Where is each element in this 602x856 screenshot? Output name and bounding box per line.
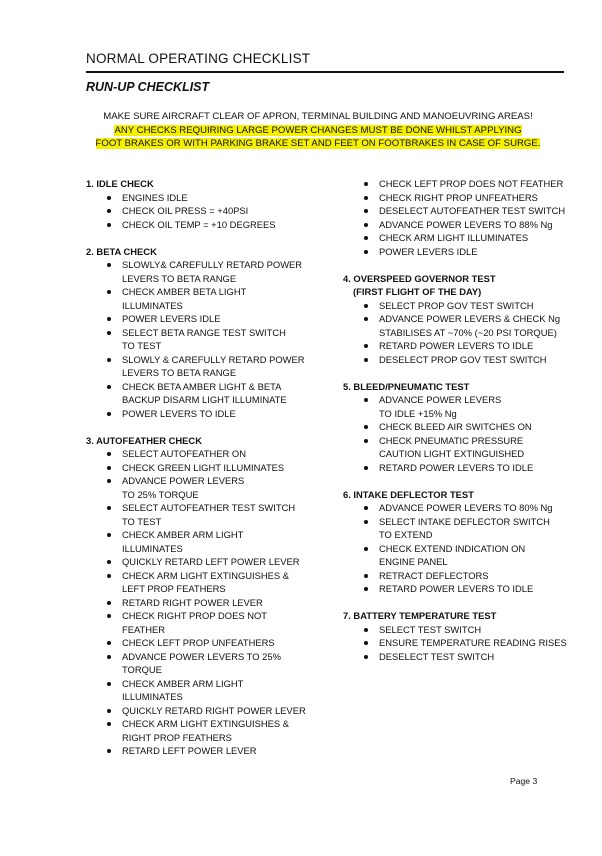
checklist-item bbox=[86, 353, 324, 380]
checklist-item-text: ADVANCE POWER LEVERS & CHECK Ng STABILISES AT ~70% (~20 PSI TORQUE) bbox=[379, 313, 561, 338]
checklist-item-text: CHECK RIGHT PROP DOES NOT FEATHER bbox=[122, 610, 267, 635]
checklist-item-text: ADVANCE POWER LEVERS TO 25% TORQUE bbox=[122, 475, 245, 500]
checklist-items bbox=[86, 258, 324, 420]
checklist-item-text: ADVANCE POWER LEVERS TO 80% Ng bbox=[379, 502, 553, 513]
checklist-item-text: CHECK LEFT PROP DOES NOT FEATHER bbox=[379, 178, 564, 189]
section-idle-check bbox=[86, 177, 324, 231]
checklist-item bbox=[86, 258, 324, 285]
checklist-item-text: CHECK LEFT PROP UNFEATHERS bbox=[122, 637, 275, 648]
checklist-item bbox=[343, 245, 568, 259]
checklist-item-text: ADVANCE POWER LEVERS TO IDLE +15% Ng bbox=[379, 394, 502, 419]
checklist-item-text: ENSURE TEMPERATURE READING RISES bbox=[379, 637, 567, 648]
section-title: 3. AUTOFEATHER CHECK bbox=[86, 434, 202, 446]
checklist-item-text: CHECK ARM LIGHT ILLUMINATES bbox=[379, 232, 529, 243]
section-title: 1. IDLE CHECK bbox=[86, 178, 154, 189]
page-number: Page 3 bbox=[510, 776, 538, 786]
checklist-item-text: CHECK EXTEND INDICATION ON ENGINE PANEL bbox=[379, 542, 526, 567]
checklist-item bbox=[86, 285, 324, 312]
checklist-item bbox=[343, 434, 568, 461]
checklist-item bbox=[343, 299, 568, 313]
checklist-item-text: SELECT INTAKE DEFLECTOR SWITCH TO EXTEND bbox=[379, 515, 550, 540]
left-column bbox=[86, 177, 324, 771]
checklist-item bbox=[86, 312, 324, 326]
checklist-item-text: SELECT AUTOFEATHER ON bbox=[122, 448, 246, 459]
checklist-item-text: ADVANCE POWER LEVERS TO 25% TORQUE bbox=[122, 650, 281, 675]
checklist-item-text: POWER LEVERS IDLE bbox=[379, 245, 478, 257]
checklist-item-text: SELECT BETA RANGE TEST SWITCH TO TEST bbox=[122, 326, 286, 351]
checklist-item-text: RETARD POWER LEVERS TO IDLE bbox=[379, 583, 534, 594]
checklist-item bbox=[86, 569, 324, 596]
checklist-item-text: ADVANCE POWER LEVERS TO 88% Ng bbox=[379, 218, 553, 230]
checklist-items bbox=[343, 177, 568, 258]
checklist-item-text: DESELECT PROP GOV TEST SWITCH bbox=[379, 353, 547, 365]
section-bleed-pneumatic-test bbox=[343, 380, 568, 475]
checklist-item-text: QUICKLY RETARD RIGHT POWER LEVER bbox=[122, 704, 306, 716]
checklist-item bbox=[343, 636, 568, 650]
checklist-item bbox=[343, 461, 568, 475]
checklist-item-text: RETARD RIGHT POWER LEVER bbox=[122, 596, 263, 608]
checklist-item-text: CHECK ARM LIGHT EXTINGUISHES & RIGHT PROP FEATHERS bbox=[122, 718, 290, 743]
checklist-item bbox=[86, 717, 324, 744]
right-column bbox=[343, 177, 568, 677]
checklist-item bbox=[343, 582, 568, 596]
checklist-item bbox=[86, 596, 324, 610]
checklist-item-text: CHECK PNEUMATIC PRESSURE CAUTION LIGHT EXTINGUISHED bbox=[379, 434, 525, 459]
checklist-item bbox=[343, 231, 568, 245]
checklist-item-text: RETARD POWER LEVERS TO IDLE bbox=[379, 461, 534, 473]
checklist-item bbox=[86, 191, 324, 205]
notice-line-1: MAKE SURE AIRCRAFT CLEAR OF APRON, TERMINAL BUILDING AND MANOEUVRING AREAS! bbox=[103, 111, 533, 122]
checklist-items bbox=[343, 299, 568, 367]
section-autofeather-continued bbox=[343, 177, 568, 258]
checklist-item bbox=[86, 461, 324, 475]
checklist-item bbox=[343, 623, 568, 637]
safety-notice bbox=[86, 110, 550, 151]
section-title: 2. BETA CHECK bbox=[86, 245, 157, 257]
checklist-subtitle: RUN-UP CHECKLIST bbox=[86, 80, 210, 94]
checklist-item bbox=[86, 501, 324, 528]
checklist-item bbox=[86, 555, 324, 569]
checklist-item-text: CHECK AMBER BETA LIGHT ILLUMINATES bbox=[122, 286, 247, 311]
checklist-item-text: CHECK RIGHT PROP UNFEATHERS bbox=[379, 191, 538, 203]
checklist-item-text: RETRACT DEFLECTORS bbox=[379, 569, 489, 581]
checklist-item-text: SLOWLY& CAREFULLY RETARD POWER LEVERS TO BETA RANGE bbox=[122, 259, 303, 284]
section-title: 4. OVERSPEED GOVERNOR TEST bbox=[343, 272, 496, 284]
checklist-item-text: CHECK BLEED AIR SWITCHES ON bbox=[379, 421, 532, 432]
document-title: NORMAL OPERATING CHECKLIST bbox=[86, 51, 311, 66]
notice-line-2-highlighted: ANY CHECKS REQUIRING LARGE POWER CHANGES MUST BE DONE WHILST APPLYING bbox=[114, 124, 522, 136]
section-title: 5. BLEED/PNEUMATIC TEST bbox=[343, 380, 470, 392]
checklist-item bbox=[86, 704, 324, 718]
checklist-item bbox=[343, 177, 568, 191]
checklist-item bbox=[343, 339, 568, 353]
checklist-items bbox=[343, 393, 568, 474]
checklist-items bbox=[343, 501, 568, 596]
checklist-item bbox=[86, 326, 324, 353]
checklist-items bbox=[86, 191, 324, 232]
checklist-item-text: DESELECT AUTOFEATHER TEST SWITCH bbox=[379, 205, 566, 216]
checklist-item-text: CHECK GREEN LIGHT ILLUMINATES bbox=[122, 461, 285, 473]
checklist-item bbox=[343, 312, 568, 339]
checklist-item bbox=[86, 218, 324, 232]
section-beta-check bbox=[86, 245, 324, 421]
checklist-item bbox=[86, 204, 324, 218]
checklist-item bbox=[86, 609, 324, 636]
checklist-item-text: SELECT TEST SWITCH bbox=[379, 623, 482, 635]
section-battery-temperature-test bbox=[343, 609, 568, 663]
checklist-item bbox=[343, 569, 568, 583]
checklist-item-text: CHECK OIL PRESS = +40PSI bbox=[122, 205, 249, 216]
checklist-item-text: QUICKLY RETARD LEFT POWER LEVER bbox=[122, 556, 300, 567]
checklist-item bbox=[343, 515, 568, 542]
section-title: 6. INTAKE DEFLECTOR TEST bbox=[343, 488, 474, 500]
checklist-item bbox=[343, 191, 568, 205]
checklist-item bbox=[343, 353, 568, 367]
checklist-item bbox=[86, 636, 324, 650]
checklist-item-text: POWER LEVERS IDLE bbox=[122, 313, 221, 324]
checklist-item bbox=[86, 650, 324, 677]
title-underline bbox=[86, 71, 564, 73]
checklist-item bbox=[86, 677, 324, 704]
checklist-item bbox=[86, 744, 324, 758]
checklist-item-text: RETARD POWER LEVERS TO IDLE bbox=[379, 340, 534, 351]
section-subtitle: (FIRST FLIGHT OF THE DAY) bbox=[353, 286, 482, 297]
checklist-item bbox=[86, 407, 324, 421]
checklist-item bbox=[86, 528, 324, 555]
checklist-item-text: SELECT PROP GOV TEST SWITCH bbox=[379, 299, 534, 311]
checklist-item-text: CHECK AMBER ARM LIGHT ILLUMINATES bbox=[122, 677, 244, 702]
checklist-item-text: SELECT AUTOFEATHER TEST SWITCH TO TEST bbox=[122, 502, 296, 527]
notice-line-3-highlighted: FOOT BRAKES OR WITH PARKING BRAKE SET AND FEET ON FOOTBRAKES IN CASE OF SURGE. bbox=[95, 138, 541, 149]
checklist-item-text: RETARD LEFT POWER LEVER bbox=[122, 745, 257, 756]
checklist-item-text: CHECK AMBER ARM LIGHT ILLUMINATES bbox=[122, 529, 244, 554]
checklist-item bbox=[343, 218, 568, 232]
checklist-item bbox=[86, 447, 324, 461]
checklist-item-text: CHECK ARM LIGHT EXTINGUISHES & LEFT PROP FEATHERS bbox=[122, 569, 290, 594]
checklist-items bbox=[86, 447, 324, 758]
section-overspeed-governor-test bbox=[343, 272, 568, 367]
checklist-item bbox=[343, 420, 568, 434]
checklist-item bbox=[343, 501, 568, 515]
checklist-item-text: DESELECT TEST SWITCH bbox=[379, 650, 495, 662]
checklist-item bbox=[343, 542, 568, 569]
checklist-item bbox=[86, 474, 324, 501]
checklist-item-text: SLOWLY & CAREFULLY RETARD POWER LEVERS TO BETA RANGE bbox=[122, 353, 305, 378]
checklist-item bbox=[86, 380, 324, 407]
checklist-item-text: CHECK OIL TEMP = +10 DEGREES bbox=[122, 218, 276, 230]
checklist-item-text: ENGINES IDLE bbox=[122, 191, 188, 203]
checklist-item-text: CHECK BETA AMBER LIGHT & BETA BACKUP DISARM LIGHT ILLUMINATE bbox=[122, 380, 287, 405]
section-title: 7. BATTERY TEMPERATURE TEST bbox=[343, 610, 497, 621]
section-intake-deflector-test bbox=[343, 488, 568, 596]
checklist-items bbox=[343, 623, 568, 664]
checklist-item bbox=[343, 393, 568, 420]
checklist-item bbox=[343, 204, 568, 218]
section-autofeather-check bbox=[86, 434, 324, 758]
checklist-item-text: POWER LEVERS TO IDLE bbox=[122, 407, 236, 419]
checklist-item bbox=[343, 650, 568, 664]
